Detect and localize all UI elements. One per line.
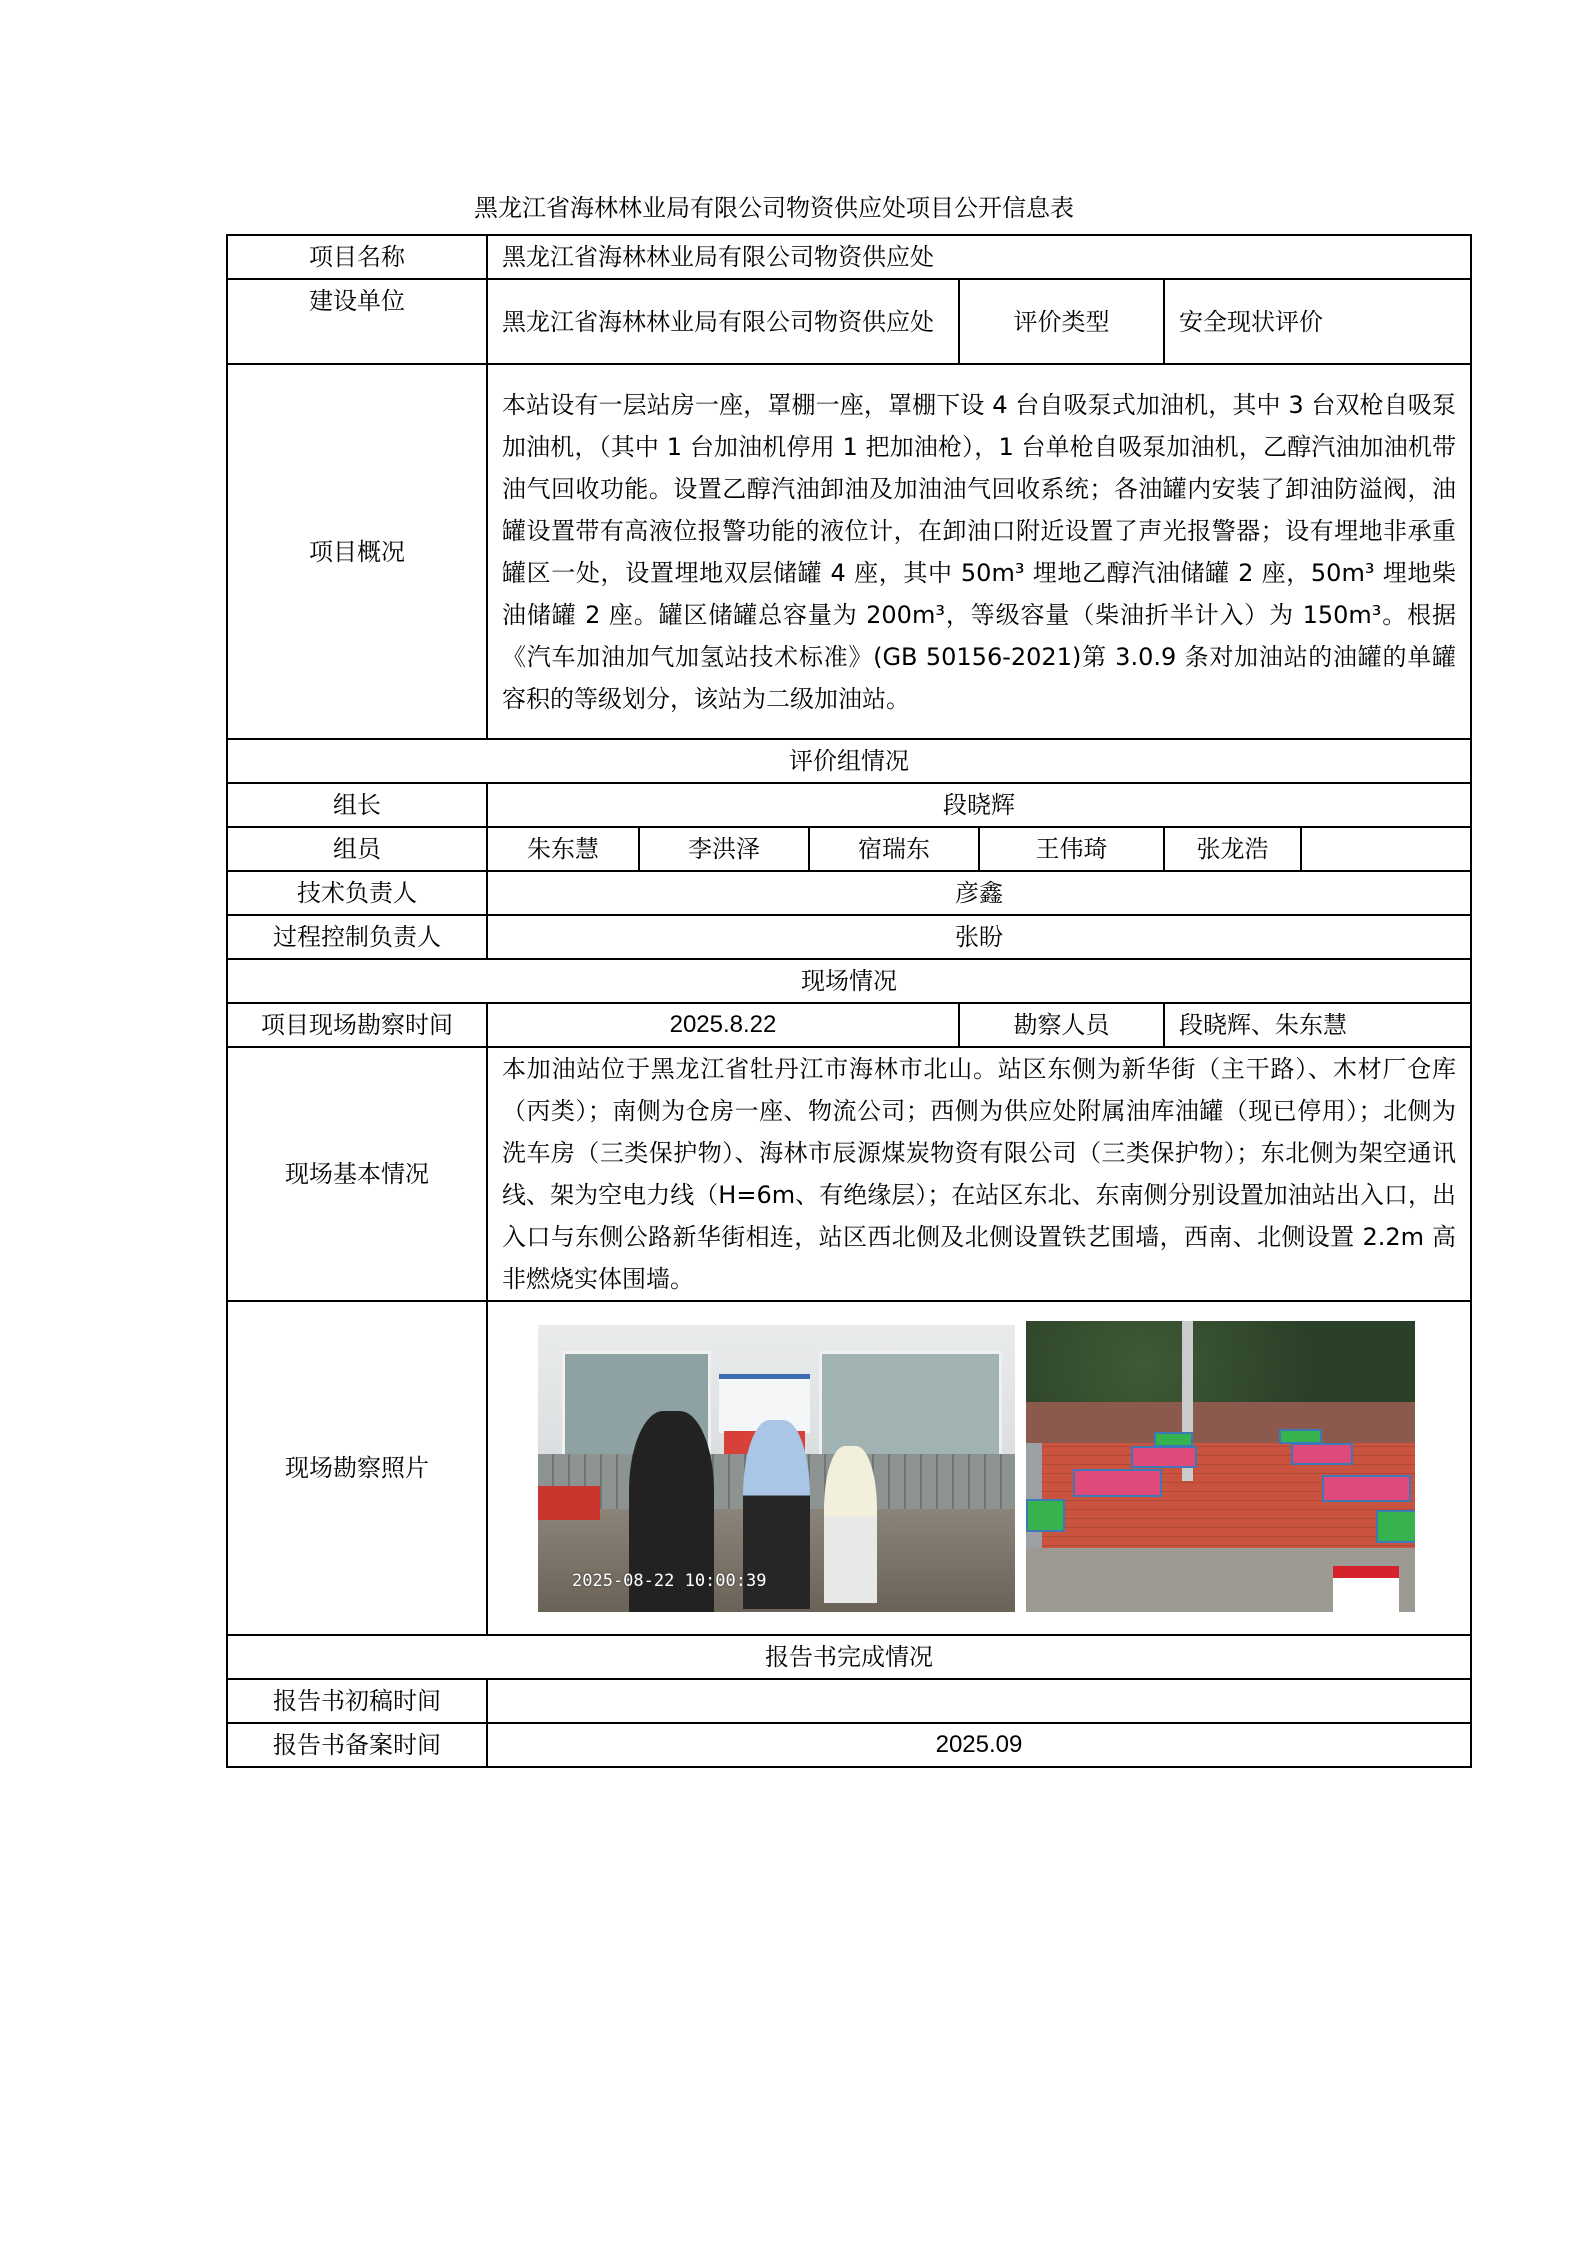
site-photos-label: 现场勘察照片: [227, 1301, 487, 1635]
row-report-header: [227, 1635, 1471, 1679]
row-builder: [227, 279, 1471, 364]
leader-value: 段晓辉: [487, 783, 1471, 827]
row-overview: [227, 364, 1471, 739]
photo-timestamp: 2025-08-22 10:00:39: [572, 1571, 767, 1591]
filing-time-label: 报告书备案时间: [227, 1723, 487, 1767]
leader-label: 组长: [227, 783, 487, 827]
builder-value: 黑龙江省海林林业局有限公司物资供应处: [487, 279, 959, 364]
site-photos-cell: [487, 1301, 1471, 1635]
member-cell: 张龙浩: [1164, 827, 1301, 871]
member-cell: 朱东慧: [487, 827, 639, 871]
eval-type-label: 评价类型: [959, 279, 1164, 364]
row-filing-time: [227, 1723, 1471, 1767]
confined-space-sign: [1333, 1566, 1399, 1612]
row-draft-time: [227, 1679, 1471, 1723]
document-title-text: 黑龙江省海林林业局有限公司物资供应处项目公开信息表: [474, 194, 1074, 222]
surveyors-label: 勘察人员: [959, 1003, 1164, 1047]
member-cell-empty: [1301, 827, 1471, 871]
eval-group-section-title: 评价组情况: [227, 739, 1471, 783]
photo-container: [488, 1302, 1470, 1634]
row-eval-group-header: [227, 739, 1471, 783]
member-cell: 李洪泽: [639, 827, 809, 871]
member-cell: 王伟琦: [979, 827, 1164, 871]
document-title: [0, 192, 1587, 224]
surveyors-value: 段晓辉、朱东慧: [1164, 1003, 1471, 1047]
tech-lead-value: 彦鑫: [487, 871, 1471, 915]
site-photo-staff: [538, 1325, 1015, 1612]
survey-time-value: 2025.8.22: [487, 1003, 959, 1047]
row-members: [227, 827, 1471, 871]
survey-time-label: 项目现场勘察时间: [227, 1003, 487, 1047]
report-section-title: 报告书完成情况: [227, 1635, 1471, 1679]
row-tech-lead: [227, 871, 1471, 915]
project-name-value: 黑龙江省海林林业局有限公司物资供应处: [487, 235, 1471, 279]
site-basic-label: 现场基本情况: [227, 1047, 487, 1301]
project-name-label: 项目名称: [227, 235, 487, 279]
site-photo-tank-area: [1026, 1321, 1415, 1612]
builder-label: 建设单位: [227, 279, 487, 364]
tech-lead-label: 技术负责人: [227, 871, 487, 915]
row-site-header: [227, 959, 1471, 1003]
eval-type-value: 安全现状评价: [1164, 279, 1471, 364]
draft-time-label: 报告书初稿时间: [227, 1679, 487, 1723]
process-lead-value: 张盼: [487, 915, 1471, 959]
info-table: [226, 234, 1472, 1768]
row-process-lead: [227, 915, 1471, 959]
overview-text: 本站设有一层站房一座，罩棚一座，罩棚下设 4 台自吸泵式加油机，其中 3 台双枪自吸泵加油机，（其中 1 台加油机停用 1 把加油枪），1 台单枪自吸泵加油机，乙醇汽油加油机带油气回收功能。设置乙醇汽油卸油及加油油气回收系统；各油罐内安装了卸油防溢阀，油罐设置带有高液位报警功能的液位计，在卸油口附近设置了声光报警器；设有埋地非承重罐区一处，设置埋地双层储罐 4 座，其中 50m³ 埋地乙醇汽油储罐 2 座，50m³ 埋地柴油储罐 2 座。罐区储罐总容量为 200m³，等级容量（柴油折半计入）为 150m³。根据《汽车加油加气加氢站技术标准》(GB 50156-2021)第 3.0.9 条对加油站的油罐的单罐容积的等级划分，该站为二级加油站。: [487, 364, 1471, 739]
member-cell: 宿瑞东: [809, 827, 979, 871]
row-site-photos: [227, 1301, 1471, 1635]
overview-label: 项目概况: [227, 364, 487, 739]
process-lead-label: 过程控制负责人: [227, 915, 487, 959]
members-label: 组员: [227, 827, 487, 871]
filing-time-value: 2025.09: [487, 1723, 1471, 1767]
row-project-name: [227, 235, 1471, 279]
draft-time-value: [487, 1679, 1471, 1723]
row-survey-time: [227, 1003, 1471, 1047]
row-site-basic: [227, 1047, 1471, 1301]
site-section-title: 现场情况: [227, 959, 1471, 1003]
row-leader: [227, 783, 1471, 827]
site-basic-text: 本加油站位于黑龙江省牡丹江市海林市北山。站区东侧为新华街（主干路）、木材厂仓库（丙类）；南侧为仓房一座、物流公司；西侧为供应处附属油库油罐（现已停用）；北侧为洗车房（三类保护物）、海林市辰源煤炭物资有限公司（三类保护物）；东北侧为架空通讯线、架为空电力线（H=6m、有绝缘层）；在站区东北、东南侧分别设置加油站出入口，出入口与东侧公路新华街相连，站区西北侧及北侧设置铁艺围墙，西南、北侧设置 2.2m 高非燃烧实体围墙。: [487, 1047, 1471, 1301]
